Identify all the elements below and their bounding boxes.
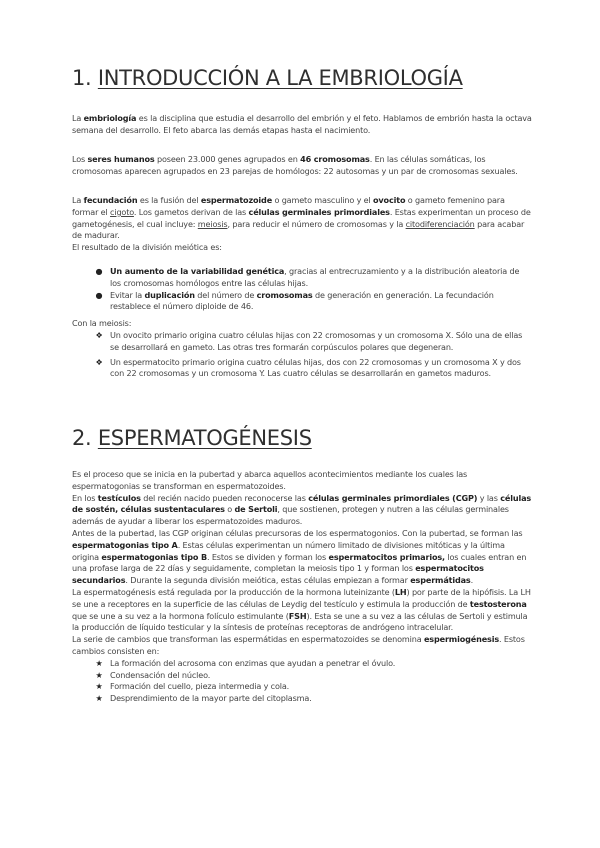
text: La formación del acrosoma con enzimas que ayudan a penetrar el óvulo.	[110, 657, 396, 668]
text: ) por parte de la hipófisis. La LH se une a receptores en la superficie de las células de Leydig del testículo y estimula la producción de	[72, 586, 531, 609]
list-item	[72, 693, 532, 705]
text: Un ovocito primario origina cuatro células hijas con 22 cromosomas y un cromosoma X. Sólo una de ellas se desarrollará en gameto. Las otras tres formarán corpúsculos polares que degeneran.	[110, 330, 523, 352]
text: . Los gametos derivan de las	[133, 206, 249, 217]
text: Antes de la pubertad, las CGP originan células precursoras de los espermatogonios. Con la pubertad, se forman las	[72, 527, 523, 538]
text: , gracias al entrecruzamiento y a la distribución aleatoria de los cromosomas homólogos entre las células hijas.	[110, 266, 520, 288]
term-variabilidad: Un aumento de la variabilidad genética	[110, 266, 285, 276]
term-ovocito: ovocito	[373, 195, 406, 205]
text: . Estas experimentan un proceso de gametogénesis, el cual incluye:	[72, 206, 531, 229]
text: del número de	[194, 289, 257, 300]
espermiogenesis-changes-list	[72, 658, 532, 705]
list-item	[72, 670, 532, 682]
meiosis-result-intro: El resultado de la división meiótica es:	[72, 242, 222, 253]
text: o	[224, 504, 235, 515]
text: La serie de cambios que transforman las espermátidas en espermatozoides se denomina	[72, 634, 424, 645]
intro-paragraph-embriologia	[72, 113, 532, 137]
text: Evitar la	[110, 289, 145, 300]
term-lh: LH	[394, 586, 407, 597]
term-espermatocitos-primarios: espermatocitos primarios,	[328, 551, 445, 562]
text: , para reducir el número de cromosomas y la	[227, 218, 406, 229]
text: o gameto masculino y el	[272, 195, 374, 205]
text: Un espermatocito primario origina cuatro células hijas, dos con 22 cromosomas y un cromosoma X y dos con 22 cromosomas y un cromosoma Y. Las cuatro células se desarrollarán en gametos maduros.	[110, 356, 521, 379]
intro-paragraph-seres-humanos	[72, 154, 532, 178]
star-bullet-icon: ★	[95, 693, 103, 704]
text: La	[72, 113, 84, 123]
term-seres-humanos: seres humanos	[87, 154, 155, 164]
section-1-title: INTRODUCCIÓN A LA EMBRIOLOGÍA	[97, 66, 463, 90]
section-1-heading	[72, 66, 463, 90]
term-cgp: células germinales primordiales (CGP)	[308, 492, 478, 503]
text: Desprendimiento de la mayor parte del citoplasma.	[110, 693, 312, 704]
text: Condensación del núcleo.	[110, 669, 211, 680]
term-testosterona: testosterona	[469, 598, 527, 609]
term-espermatozoide: espermatozoide	[200, 195, 273, 205]
term-testiculos: testículos	[97, 492, 141, 503]
meiosis-results-list	[72, 266, 532, 313]
text: de generación en generación. La fecundación restablece el número diploide de 46.	[110, 289, 494, 312]
term-espermatidas: espermátidas	[410, 575, 471, 586]
text: ). Esta se une a su vez a las células de Sertoli y estimula la producción de líquido testicular y la síntesis de proteínas receptoras de andrógeno intracelular.	[72, 610, 528, 633]
term-duplicacion: duplicación	[144, 289, 195, 300]
list-item	[72, 330, 532, 354]
text: que se une a su vez a la hormona folículo estimulante (	[72, 610, 289, 621]
term-sertoli: de Sertoli	[234, 504, 278, 515]
term-espermatogonias-a: espermatogonias tipo A	[72, 539, 178, 550]
text: del recién nacido pueden reconocerse las	[140, 492, 309, 503]
term-fsh: FSH	[288, 610, 307, 621]
term-espermatogonias-b: espermatogonias tipo B	[101, 551, 207, 562]
text: .	[470, 575, 474, 586]
text: La espermatogénesis está regulada por la producción de la hormona luteinizante (	[72, 586, 395, 597]
list-item	[72, 681, 532, 693]
bullet-dot-icon: ●	[95, 289, 103, 300]
text: para acabar de madurar.	[72, 218, 525, 241]
term-citodiferenciacion: citodiferenciación	[405, 218, 475, 229]
text: los cuales entran en una profase larga de 22 días y seguidamente, completan la meiosis tipo 1 y forman los	[72, 551, 527, 574]
term-embriologia: embriología	[83, 113, 137, 123]
term-cigoto: cigoto	[110, 206, 134, 217]
section-2-number: 2.	[72, 426, 92, 450]
diamond-bullet-icon: ❖	[95, 330, 103, 340]
text: Formación del cuello, pieza intermedia y cola.	[110, 681, 290, 692]
term-celulas-germinales: células germinales primordiales	[248, 206, 390, 217]
term-cromosomas: cromosomas	[256, 289, 313, 300]
meiosis-list	[72, 330, 532, 380]
term-46-cromosomas: 46 cromosomas	[300, 154, 370, 164]
con-la-meiosis	[72, 318, 532, 330]
term-meiosis: meiosis	[197, 218, 228, 229]
diamond-bullet-icon: ❖	[95, 356, 103, 367]
section-1-number: 1.	[72, 66, 92, 90]
term-espermiogenesis: espermiogénesis	[423, 634, 500, 645]
star-bullet-icon: ★	[95, 669, 103, 680]
text: . Estos se dividen y forman los	[206, 551, 329, 562]
text: Con la meiosis:	[72, 318, 132, 328]
text: . Estas células experimentan un número limitado de divisiones mitóticas y la última origina	[72, 539, 505, 562]
list-item	[72, 357, 532, 381]
term-fecundacion: fecundación	[83, 195, 138, 205]
star-bullet-icon: ★	[95, 657, 103, 668]
text: es la fusión del	[137, 195, 201, 205]
list-item	[72, 266, 532, 290]
text: La	[72, 195, 84, 205]
star-bullet-icon: ★	[95, 681, 103, 692]
text: . Durante la segunda división meiótica, estas células empiezan a formar	[125, 575, 411, 586]
list-item	[72, 658, 532, 670]
bullet-dot-icon: ●	[95, 266, 103, 276]
text: , que sostienen, protegen y nutren a las células germinales además de ayudar a liberar los espermatozoides maduros.	[72, 504, 509, 527]
text: Es el proceso que se inicia en la pubertad y abarca aquellos acontecimientos mediante los cuales las espermatogonias se transforman en espermatozoides.	[72, 469, 468, 491]
text: poseen 23.000 genes agrupados en	[154, 154, 301, 164]
term-espermatocitos-secundarios: espermatocitos secundarios	[72, 563, 484, 586]
text: . Estos cambios consisten en:	[72, 634, 525, 656]
section-2-heading	[72, 426, 312, 450]
term-celulas-sosten: células de sostén, células sustentaculares	[72, 492, 532, 515]
list-item	[72, 290, 532, 314]
intro-paragraph-fecundacion	[72, 195, 532, 254]
text: es la disciplina que estudia el desarrollo del embrión y el feto. Hablamos de embrión hasta la octava semana del desarrollo. El feto abarca las demás etapas hasta el nacimiento.	[72, 113, 532, 135]
text: En los	[72, 492, 98, 503]
espermatogenesis-body	[72, 469, 532, 705]
section-2-title: ESPERMATOGÉNESIS	[97, 426, 312, 450]
text: y las	[477, 492, 501, 503]
text: Los	[72, 154, 88, 164]
text: . En las células somáticas, los cromosomas aparecen agrupados en 23 parejas de homólogos: 22 autosomas y un par de cromosomas sexuales.	[72, 154, 518, 176]
text: o gameto femenino para formar el	[72, 195, 505, 217]
